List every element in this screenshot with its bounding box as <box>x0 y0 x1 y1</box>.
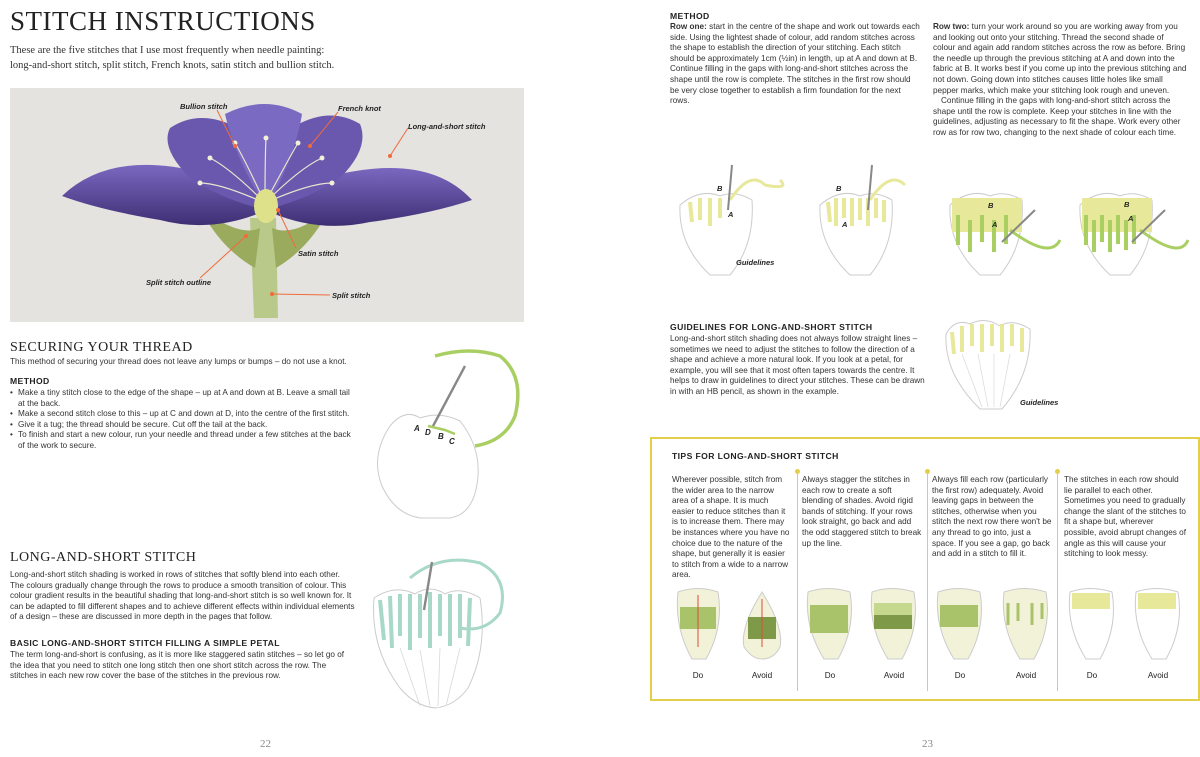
diag1-label-a: A <box>728 210 734 219</box>
tip-col-1: Wherever possible, stitch from the wider area to the narrow area of a shape. It is much easier to reduce stitches than it is to increase them. There may be instances where you have no choice due to the nature of the shape, but generally it is easier to stitch from a wide to a narrow area. <box>672 475 790 580</box>
method-head: METHOD <box>670 11 710 21</box>
tip2-do <box>807 589 851 660</box>
bullet-item: • To finish and start a new colour, run your needle and thread under a few stitches at the back of the work to secure. <box>10 430 352 451</box>
securing-intro: This method of securing your thread does not leave any lumps or bumps – do not use a knot. <box>10 357 347 366</box>
tip4-do-caption: Do <box>1086 671 1098 680</box>
guidelines-title: GUIDELINES FOR LONG-AND-SHORT STITCH <box>670 322 873 332</box>
diag1-label-guidelines: Guidelines <box>736 258 775 267</box>
tip3-avoid-caption: Avoid <box>1015 671 1037 680</box>
tip2-do-caption: Do <box>824 671 836 680</box>
tip4-avoid <box>1135 589 1179 660</box>
tip3-do <box>937 589 981 660</box>
tip4-avoid-caption: Avoid <box>1147 671 1169 680</box>
diagram-4 <box>1080 193 1188 275</box>
label-bullion: Bullion stitch <box>180 102 228 111</box>
label-split: Split stitch <box>332 291 371 300</box>
page-number-right: 23 <box>922 738 933 750</box>
diag4-label-a: A <box>1128 214 1134 223</box>
diag3-label-a: A <box>992 220 998 229</box>
securing-petal-drawing <box>360 346 530 522</box>
intro-line-1: These are the five stitches that I use most frequently when needle painting: <box>10 45 325 56</box>
securing-bullets <box>10 388 352 452</box>
longshort-petal-drawing <box>360 558 530 714</box>
diagram-2 <box>820 165 905 275</box>
row-one-body: start in the centre of the shape and work out towards each side. Using the lightest shade of colour, add random stitches across the shape to establish the direction of your stitching. Each stitch should be approximately 1cm (½in) in length, up at A and down at B. Continue filling in the gaps with long-and-short stitches across the shape until the row is complete. The stitches in the first row should be very close together to establish a firm foundation for the next rows. <box>670 22 920 106</box>
diag2-label-b: B <box>836 184 842 193</box>
securing-method-head: METHOD <box>10 376 50 386</box>
label-long-short: Long-and-short stitch <box>408 122 486 131</box>
intro-text <box>10 44 570 73</box>
basic-longshort-head: BASIC LONG-AND-SHORT STITCH FILLING A SIMPLE PETAL <box>10 638 280 648</box>
row-one-label: Row one: <box>670 22 707 31</box>
longshort-title: LONG-AND-SHORT STITCH <box>10 550 197 565</box>
bullet-item: • Make a tiny stitch close to the edge of the shape – up at A and down at B. Leave a small tail at the back. <box>10 388 352 409</box>
guidelines-label: Guidelines <box>1020 398 1059 407</box>
row-two-text <box>933 22 1188 139</box>
tip-col-3: Always fill each row (particularly the first row) adequately. Avoid leaving gaps in between the stitches, otherwise when you stitch the next row there won't be any thread to go into, just a space. If you see a gap, go back and add in a stitch to fill it. <box>932 475 1052 559</box>
tips-title: TIPS FOR LONG-AND-SHORT STITCH <box>672 451 839 461</box>
page-title: STITCH INSTRUCTIONS <box>10 6 316 36</box>
tip1-do <box>677 589 719 660</box>
securing-title: SECURING YOUR THREAD <box>10 340 193 355</box>
tips-divider-dot <box>795 469 800 474</box>
method-diagrams <box>670 160 1190 285</box>
bullet-item: • Make a second stitch close to this – up at C and down at D, into the centre of the first stitch. <box>10 409 352 420</box>
tips-divider-dot <box>925 469 930 474</box>
tips-petal-diagrams <box>652 587 1196 665</box>
diag4-label-b: B <box>1124 200 1130 209</box>
diagram-label-a: A <box>414 424 420 433</box>
tip2-avoid-caption: Avoid <box>883 671 905 680</box>
label-satin: Satin stitch <box>298 249 339 258</box>
label-french-knot: French knot <box>338 104 381 113</box>
diag3-label-b: B <box>988 201 994 210</box>
row-two-label: Row two: <box>933 22 970 31</box>
tip1-do-caption: Do <box>692 671 704 680</box>
page-number-left: 22 <box>260 738 271 750</box>
row-two-cont: Continue filling in the gaps with long-and-short stitch across the shape until the row is complete. Keep your stitches in line with the guidelines, adjusting as necessary to fit the shape. Work every other row as for row two, changing to the next shade of colour each time. <box>933 96 1181 137</box>
longshort-body: Long-and-short stitch shading is worked in rows of stitches that softly blend into each other. The colours gradually change through the rows to produce a smooth transition of colour. This colour gradient results in the beautiful shading that long-and-short stitch is so well known for. It can be adapted to fill different shapes and to achieve different effects within individual elements of a design – these are discussed in more depth in the pages that follow. <box>10 570 355 622</box>
label-split-outline: Split stitch outline <box>146 278 211 287</box>
pistil <box>254 189 278 223</box>
tip4-do <box>1069 589 1113 660</box>
tip1-avoid-caption: Avoid <box>751 671 773 680</box>
tip3-avoid <box>1003 589 1047 660</box>
row-one-text <box>670 22 920 107</box>
tip3-do-caption: Do <box>954 671 966 680</box>
diagram-label-c: C <box>449 437 455 446</box>
basic-longshort-body: The term long-and-short is confusing, as it is more like staggered satin stitches – so let go of the idea that you need to stitch one long stitch then one short stitch across the row. The stitches in each new row cover the base of the stitches in the previous row. <box>10 650 345 681</box>
diagram-3 <box>950 193 1060 275</box>
row-two-body: turn your work around so you are working away from you and looking out onto your stitching. Thread the second shade of colour and again add random stitches across the row as before. Bring the needle up through the previous stitching at A and down into the fabric at B. It works best if you come up into the previous stitching and not down. Going down into stitches causes little holes like small pepper marks, which make your stitching look rough and uneven. <box>933 22 1187 95</box>
securing-diagram <box>360 346 530 522</box>
guidelines-body: Long-and-short stitch shading does not always follow straight lines – sometimes we need to adjust the stitches to follow the direction of a shape and achieve a more natural look. If you look at a petal, for example, you will see that it most often tapers towards the centre. It helps to draw in guidelines to direct your stitches. These can be drawn in with an HB pencil, as shown in the example. <box>670 334 925 396</box>
intro-line-2: long-and-short stitch, split stitch, French knots, satin stitch and bullion stitch. <box>10 59 335 71</box>
diag2-label-a: A <box>842 220 848 229</box>
tip-col-2: Always stagger the stitches in each row to create a soft blending of shades. Avoid rigid bands of stitching. If your rows look straight, go back and add the odd staggered stitch to break up the line. <box>802 475 922 548</box>
flower-photo <box>10 88 524 322</box>
tips-divider-dot <box>1055 469 1060 474</box>
tip2-avoid <box>871 589 915 660</box>
bullet-item: • Give it a tug; the thread should be secure. Cut off the tail at the back. <box>10 420 352 431</box>
tips-box <box>650 437 1200 701</box>
diag1-label-b: B <box>717 184 723 193</box>
diagram-label-b: B <box>438 432 444 441</box>
tip-col-4: The stitches in each row should lie parallel to each other. Sometimes you need to gradually change the slant of the stitches to fit a shape but, wherever possible, avoid abrupt changes of angle as this will cause your stitching to look messy. <box>1064 475 1186 559</box>
diagram-label-d: D <box>425 428 431 437</box>
longshort-diagram <box>360 558 530 714</box>
tip1-avoid <box>743 592 780 659</box>
